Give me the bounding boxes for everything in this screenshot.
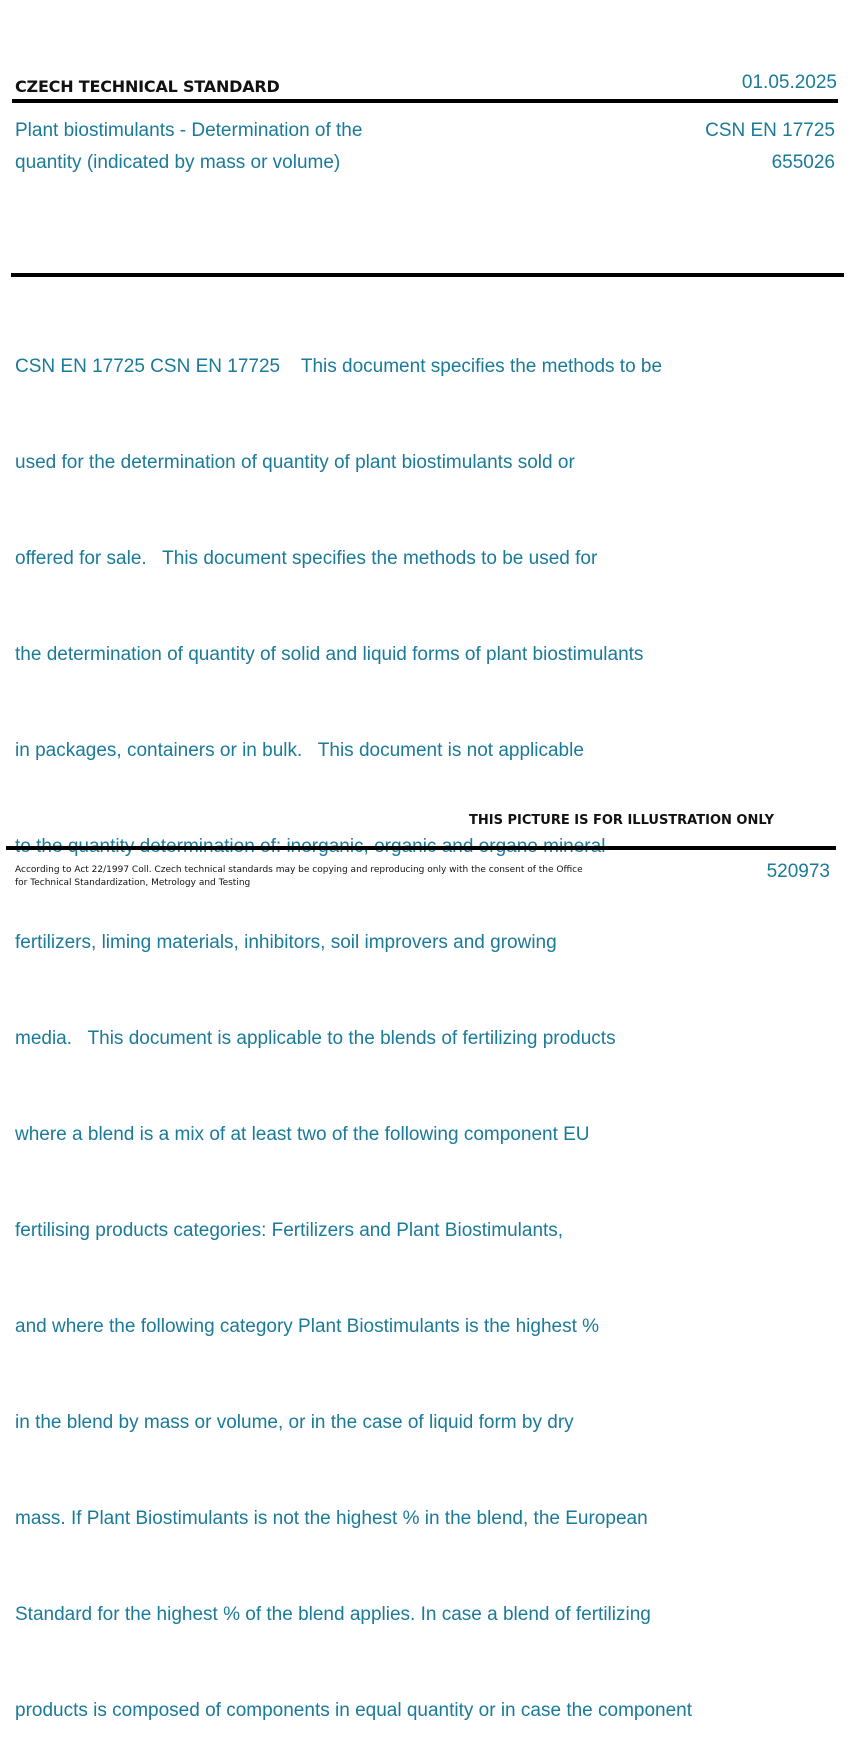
abstract-line: and where the following category Plant Biostimulants is the highest % bbox=[15, 1316, 600, 1337]
abstract-line: where a blend is a mix of at least two of the following component EU bbox=[15, 1124, 590, 1145]
section-divider bbox=[11, 273, 844, 277]
document-type-heading: CZECH TECHNICAL STANDARD bbox=[15, 77, 280, 96]
standard-title-line: quantity (indicated by mass or volume) bbox=[15, 152, 341, 173]
abstract-line: mass. If Plant Biostimulants is not the highest % in the blend, the European bbox=[15, 1508, 648, 1529]
abstract-line: fertilising products categories: Fertilizers and Plant Biostimulants, bbox=[15, 1220, 564, 1241]
legal-notice bbox=[15, 864, 585, 890]
standard-abstract bbox=[15, 287, 805, 1759]
header-divider bbox=[12, 99, 838, 103]
footer-divider bbox=[6, 846, 836, 850]
illustration-disclaimer: THIS PICTURE IS FOR ILLUSTRATION ONLY bbox=[469, 813, 774, 828]
abstract-line: used for the determination of quantity of plant biostimulants sold or bbox=[15, 452, 575, 473]
abstract-line: offered for sale. This document specifies the methods to be used for bbox=[15, 548, 598, 569]
standard-title-line: Plant biostimulants - Determination of the bbox=[15, 120, 363, 141]
abstract-line: CSN EN 17725 CSN EN 17725 This document specifies the methods to be bbox=[15, 356, 663, 377]
abstract-line: products is composed of components in equal quantity or in case the component bbox=[15, 1700, 693, 1721]
document-id: 520973 bbox=[766, 861, 830, 882]
abstract-line: fertilizers, liming materials, inhibitors, soil improvers and growing bbox=[15, 932, 557, 953]
abstract-line: the determination of quantity of solid and liquid forms of plant biostimulants bbox=[15, 644, 644, 665]
abstract-line: media. This document is applicable to the blends of fertilizing products bbox=[15, 1028, 616, 1049]
abstract-line: in the blend by mass or volume, or in the case of liquid form by dry bbox=[15, 1412, 574, 1433]
abstract-line: in packages, containers or in bulk. This document is not applicable bbox=[15, 740, 584, 761]
standard-identifiers bbox=[705, 115, 835, 179]
standard-number: 655026 bbox=[771, 152, 835, 173]
standard-title bbox=[15, 115, 445, 179]
publication-date: 01.05.2025 bbox=[741, 72, 837, 93]
legal-notice-line: According to Act 22/1997 Coll. Czech technical standards may be copying and reproducing only with the consent of the Office bbox=[15, 865, 583, 875]
legal-notice-line: for Technical Standardization, Metrology and Testing bbox=[15, 878, 251, 888]
standard-code: CSN EN 17725 bbox=[705, 120, 835, 141]
abstract-line: Standard for the highest % of the blend applies. In case a blend of fertilizing bbox=[15, 1604, 651, 1625]
